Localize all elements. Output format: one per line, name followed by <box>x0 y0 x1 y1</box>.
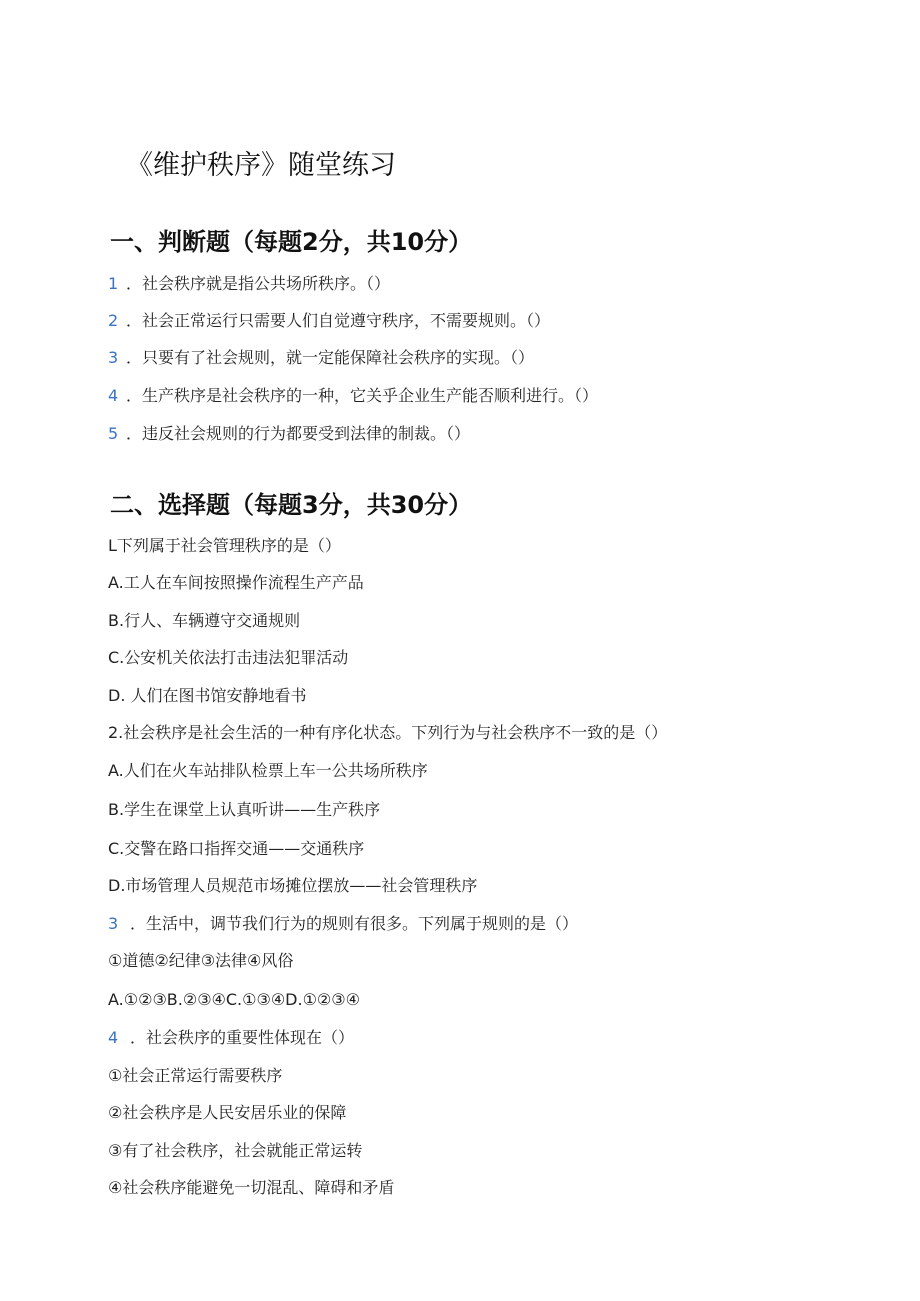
option-text: D.市场管理人员规范市场摊位摆放——社会管理秩序 <box>108 876 478 895</box>
option-line <box>108 1141 362 1161</box>
item-number: 4 <box>108 386 119 405</box>
option-text: ②社会秩序是人民安居乐业的保障 <box>108 1103 347 1122</box>
option-line <box>108 800 380 820</box>
option-line <box>108 648 348 668</box>
true-false-item <box>108 274 390 294</box>
item-text: ．违反社会规则的行为都要受到法律的制裁。（） <box>126 424 471 443</box>
question-line <box>108 723 667 743</box>
question-text: L下列属于社会管理秩序的是（） <box>108 536 341 555</box>
section-heading-multiple-choice: 二、选择题（每题3分，共30分） <box>110 491 473 519</box>
option-text: B.行人、车辆遵守交通规则 <box>108 611 301 630</box>
item-number: 1 <box>108 274 119 293</box>
item-number: 5 <box>108 424 119 443</box>
option-line <box>108 573 364 593</box>
option-line <box>108 761 428 781</box>
option-text: ①社会正常运行需要秩序 <box>108 1066 283 1085</box>
question-text: ．社会秩序的重要性体现在（） <box>130 1028 355 1047</box>
section-heading-true-false: 一、判断题（每题2分，共10分） <box>110 228 473 256</box>
option-line <box>108 1103 346 1123</box>
document-title: 《维护秩序》随堂练习 <box>126 150 396 181</box>
option-line <box>108 686 307 706</box>
option-text: B.学生在课堂上认真听讲——生产秩序 <box>108 800 381 819</box>
option-text: D. 人们在图书馆安静地看书 <box>108 686 307 705</box>
option-line <box>108 990 360 1010</box>
item-text: ．社会正常运行只需要人们自觉遵守秩序，不需要规则。（） <box>126 311 551 330</box>
option-text: ①道德②纪律③法律④风俗 <box>108 951 294 970</box>
item-number: 3 <box>108 348 119 367</box>
item-text: ．只要有了社会规则，就一定能保障社会秩序的实现。（） <box>126 348 535 367</box>
question-line <box>108 914 578 934</box>
option-line <box>108 876 477 896</box>
option-line <box>108 951 293 971</box>
true-false-item <box>108 424 470 444</box>
option-text: A.①②③B.②③④C.①③④D.①②③④ <box>108 990 360 1009</box>
option-text: C.公安机关依法打击违法犯罪活动 <box>108 648 349 667</box>
question-text: 2.社会秩序是社会生活的一种有序化状态。下列行为与社会秩序不一致的是（） <box>108 723 668 742</box>
option-line <box>108 611 300 631</box>
option-text: ④社会秩序能避免一切混乱、障碍和矛盾 <box>108 1178 395 1197</box>
question-line <box>108 1028 354 1048</box>
question-number: 4 <box>108 1028 119 1047</box>
true-false-item <box>108 348 534 368</box>
item-text: ．社会秩序就是指公共场所秩序。（） <box>126 274 391 293</box>
option-line <box>108 1178 394 1198</box>
option-line <box>108 1066 282 1086</box>
question-text: ．生活中，调节我们行为的规则有很多。下列属于规则的是（） <box>130 914 579 933</box>
question-line <box>108 536 341 556</box>
option-text: C.交警在路口指挥交通——交通秩序 <box>108 839 365 858</box>
option-text: A.人们在火车站排队检票上车一公共场所秩序 <box>108 761 428 780</box>
option-line <box>108 839 364 859</box>
option-text: ③有了社会秩序，社会就能正常运转 <box>108 1141 363 1160</box>
item-number: 2 <box>108 311 119 330</box>
true-false-item <box>108 311 550 331</box>
true-false-item <box>108 386 598 406</box>
option-text: A.工人在车间按照操作流程生产产品 <box>108 573 364 592</box>
question-number: 3 <box>108 914 119 933</box>
item-text: ．生产秩序是社会秩序的一种，它关乎企业生产能否顺利进行。（） <box>126 386 599 405</box>
